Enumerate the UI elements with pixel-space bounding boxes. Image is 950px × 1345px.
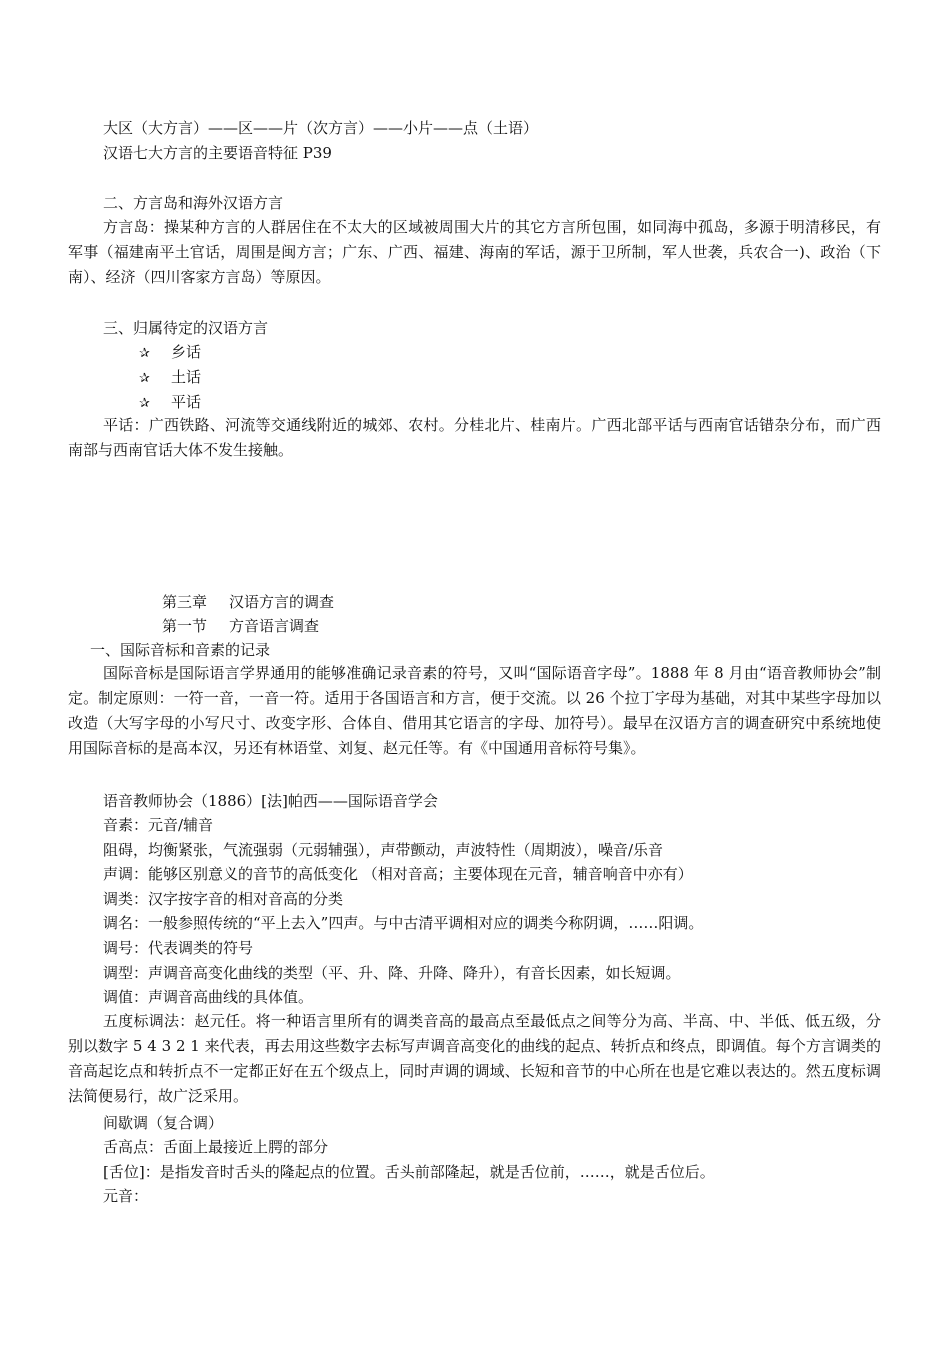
ipa-paragraph: 国际音标是国际语言学界通用的能够准确记录音素的符号，又叫“国际语音字母”。1888 年 8 月由“语音教师协会”制定。制定原则：一符一音，一音一符。适用于各国语言和方言，便于交流。以 26 个拉丁字母为基础，对其中某些字母加以改造（大写字母的小写尺寸、改变字形、合体自、借用其它语言的字母、加符号）。最早在汉语方言的调查研究中系统地使用国际音标的是高本汉，另还有林语堂、刘复、赵元任等。有《中国通用音标符号集》。 — [68, 664, 881, 757]
list-item-label: 土话 — [171, 368, 202, 386]
list-item — [139, 392, 201, 414]
note-line: 阻碍，均衡紧张，气流强弱（元弱辅强），声带颤动，声波特性（周期波），噪音/乐音 — [103, 841, 664, 859]
seven-dialects-line: 汉语七大方言的主要语音特征 P39 — [103, 144, 332, 162]
section-title: 方音语言调查 — [229, 617, 320, 635]
dialect-hierarchy-line: 大区（大方言）——区——片（次方言）——小片——点（土语） — [103, 119, 539, 137]
note-line: 元音： — [103, 1187, 149, 1205]
note-line: 调类：汉字按字音的相对音高的分类 — [103, 890, 344, 908]
star-icon: ✰ — [139, 371, 150, 386]
chapter-heading — [162, 592, 334, 612]
chapter-label: 第三章 — [162, 593, 208, 611]
list-item — [139, 342, 201, 364]
list-item-label: 乡话 — [171, 343, 202, 361]
note-line: 间歇调（复合调） — [103, 1114, 224, 1132]
note-line: 语音教师协会（1886）[法]帕西——国际语音学会 — [103, 792, 438, 810]
note-line: 调值：声调音高曲线的具体值。 — [103, 988, 314, 1006]
note-line: 调型：声调音高变化曲线的类型（平、升、降、升降、降升），有音长因素，如长短调。 — [103, 964, 681, 982]
list-item — [139, 367, 201, 389]
note-line: 调号：代表调类的符号 — [103, 939, 254, 957]
dialect-island-paragraph: 方言岛：操某种方言的人群居住在不太大的区域被周围大片的其它方言所包围，如同海中孤岛，多源于明清移民，有军事（福建南平土官话，周围是闽方言；广东、广西、福建、海南的军话，源于卫所制，军人世袭，兵农合一)、政治（下南）、经济（四川客家方言岛）等原因。 — [68, 218, 881, 286]
star-icon: ✰ — [139, 346, 150, 361]
section-heading-dialect-islands: 二、方言岛和海外汉语方言 — [103, 194, 284, 212]
list-item-label: 平话 — [171, 393, 202, 411]
note-line: 声调：能够区别意义的音节的高低变化 （相对音高；主要体现在元音，辅音响音中亦有） — [103, 865, 693, 883]
note-line: [舌位]：是指发音时舌头的隆起点的位置。舌头前部隆起，就是舌位前，……，就是舌位后。 — [103, 1163, 715, 1181]
pinghua-paragraph: 平话：广西铁路、河流等交通线附近的城郊、农村。分桂北片、桂南片。广西北部平话与西南官话错杂分布，而广西南部与西南官话大体不发生接触。 — [68, 416, 881, 459]
note-line: 舌高点：舌面上最接近上腭的部分 — [103, 1138, 329, 1156]
section-label: 第一节 — [162, 617, 208, 635]
five-degree-paragraph: 五度标调法：赵元任。将一种语言里所有的调类音高的最高点至最低点之间等分为高、半高、中、半低、低五级，分别以数字 5 4 3 2 1 来代表，再去用这些数字去标写声调音高变化的曲线的起点、转折点和终点，即调值。每个方言调类的音高起讫点和转折点不一定都正好在五个级点上，同时声调的调域、长短和音节的中心所在也是它难以表达的。然五度标调法简便易行，故广泛采用。 — [68, 1012, 881, 1105]
note-line: 调名：一般参照传统的“平上去入”四声。与中古清平调相对应的调类今称阴调，……阳调。 — [103, 914, 704, 932]
chapter-title: 汉语方言的调查 — [229, 593, 335, 611]
part-heading-ipa: 一、国际音标和音素的记录 — [90, 641, 271, 659]
star-icon: ✰ — [139, 396, 150, 411]
section-heading — [162, 616, 319, 636]
note-line: 音素：元音/辅音 — [103, 816, 214, 834]
section-heading-undetermined: 三、归属待定的汉语方言 — [103, 319, 269, 337]
